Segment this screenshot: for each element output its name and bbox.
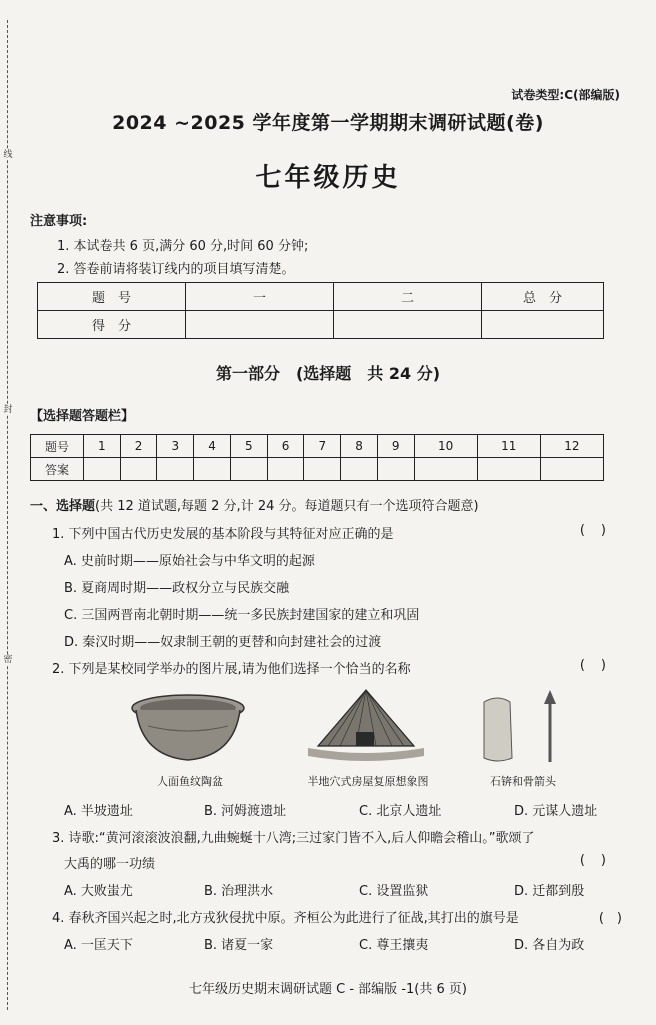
q1-answer-paren: () bbox=[579, 523, 622, 538]
answer-number: 2 bbox=[120, 435, 157, 458]
answer-number: 4 bbox=[194, 435, 231, 458]
q3-option-b: B. 治理洪水 bbox=[204, 884, 274, 899]
q2-answer-paren: () bbox=[579, 658, 622, 673]
notice-item-2: 2. 答卷前请将装订线内的项目填写清楚。 bbox=[57, 262, 295, 277]
q4-option-c: C. 尊王攘夷 bbox=[359, 938, 429, 953]
score-header-part1: 一 bbox=[186, 283, 334, 311]
score-table bbox=[37, 282, 604, 339]
answer-row-label-answer: 答案 bbox=[31, 458, 84, 481]
q3-stem-line2: 大禹的哪一功绩 bbox=[64, 857, 156, 872]
paper-type: 试卷类型:C(部编版) bbox=[511, 88, 620, 102]
q2-option-d: D. 元谋人遗址 bbox=[514, 804, 598, 819]
q1-stem: 1. 下列中国古代历史发展的基本阶段与其特征对应正确的是 bbox=[52, 527, 394, 542]
q4-options bbox=[64, 934, 624, 952]
section-label: 一、选择题 bbox=[30, 499, 96, 514]
answer-number: 12 bbox=[540, 435, 603, 458]
q3-stem-line1: 3. 诗歌:“黄河滚滚波浪翻,九曲蜿蜒十八湾;三过家门皆不入,后人仰瞻会稽山。”歌颂了 bbox=[52, 831, 535, 846]
pottery-basin-image bbox=[128, 690, 248, 770]
caption-pottery-basin: 人面鱼纹陶盆 bbox=[157, 775, 223, 788]
score-row-label: 得 分 bbox=[38, 311, 186, 339]
q2-option-b: B. 河姆渡遗址 bbox=[204, 804, 287, 819]
caption-stone-adze-arrowhead: 石锛和骨箭头 bbox=[490, 775, 556, 788]
answer-cell[interactable] bbox=[230, 458, 267, 481]
answer-number: 1 bbox=[84, 435, 121, 458]
caption-semi-cave-house: 半地穴式房屋复原想象图 bbox=[307, 775, 429, 788]
q1-option-a: A. 史前时期——原始社会与中华文明的起源 bbox=[64, 554, 315, 569]
subject-title: 七年级历史 bbox=[255, 163, 401, 193]
answer-number: 9 bbox=[377, 435, 414, 458]
answer-number: 5 bbox=[230, 435, 267, 458]
q3-options bbox=[64, 880, 624, 898]
answer-cell[interactable] bbox=[120, 458, 157, 481]
answer-cell[interactable] bbox=[304, 458, 341, 481]
answer-number: 6 bbox=[267, 435, 304, 458]
answer-sheet-table bbox=[30, 434, 604, 481]
answer-cell[interactable] bbox=[477, 458, 540, 481]
page-footer: 七年级历史期末调研试题 C - 部编版 -1(共 6 页) bbox=[189, 982, 467, 997]
score-cell-part1[interactable] bbox=[186, 311, 334, 339]
answer-number: 11 bbox=[477, 435, 540, 458]
q4-option-d: D. 各自为政 bbox=[514, 938, 585, 953]
score-header-total: 总 分 bbox=[482, 283, 604, 311]
answer-cell[interactable] bbox=[377, 458, 414, 481]
q2-option-a: A. 半坡遗址 bbox=[64, 804, 133, 819]
q3-option-c: C. 设置监狱 bbox=[359, 884, 429, 899]
answer-row-label-number: 题号 bbox=[31, 435, 84, 458]
semi-cave-house-image bbox=[306, 686, 426, 772]
part-title: 第一部分 (选择题 共 24 分) bbox=[215, 364, 441, 383]
q3-option-d: D. 迁都到殷 bbox=[514, 884, 585, 899]
stone-adze-bone-arrowhead-image bbox=[478, 688, 568, 772]
notice-item-1: 1. 本试卷共 6 页,满分 60 分,时间 60 分钟; bbox=[57, 239, 309, 254]
answer-sheet-heading: 【选择题答题栏】 bbox=[30, 409, 135, 424]
score-cell-part2[interactable] bbox=[334, 311, 482, 339]
q3-answer-paren: () bbox=[579, 853, 622, 868]
q1-option-d: D. 秦汉时期——奴隶制王朝的更替和向封建社会的过渡 bbox=[64, 635, 382, 650]
exam-title: 2024 ~2025 学年度第一学期期末调研试题(卷) bbox=[112, 112, 544, 134]
margin-mark-secret: 密 bbox=[3, 655, 13, 665]
answer-number: 7 bbox=[304, 435, 341, 458]
q2-option-c: C. 北京人遗址 bbox=[359, 804, 442, 819]
q4-option-a: A. 一匡天下 bbox=[64, 938, 133, 953]
answer-cell[interactable] bbox=[414, 458, 477, 481]
answer-cell[interactable] bbox=[540, 458, 603, 481]
answer-cell[interactable] bbox=[157, 458, 194, 481]
answer-number: 10 bbox=[414, 435, 477, 458]
answer-number: 8 bbox=[341, 435, 378, 458]
notice-heading: 注意事项: bbox=[30, 214, 88, 229]
margin-mark-seal: 封 bbox=[3, 405, 13, 415]
answer-cell[interactable] bbox=[84, 458, 121, 481]
q4-option-b: B. 诸夏一家 bbox=[204, 938, 274, 953]
answer-cell[interactable] bbox=[341, 458, 378, 481]
score-header-number: 题 号 bbox=[38, 283, 186, 311]
score-cell-total[interactable] bbox=[482, 311, 604, 339]
margin-mark-line: 线 bbox=[3, 150, 13, 160]
answer-cell[interactable] bbox=[267, 458, 304, 481]
section-instruction: (共 12 道试题,每题 2 分,计 24 分。每道题只有一个选项符合题意) bbox=[95, 499, 479, 514]
q3-option-a: A. 大败蚩尤 bbox=[64, 884, 133, 899]
q1-option-c: C. 三国两晋南北朝时期——统一多民族封建国家的建立和巩固 bbox=[64, 608, 420, 623]
q2-options bbox=[64, 800, 624, 818]
answer-cell[interactable] bbox=[194, 458, 231, 481]
q4-answer-paren: ( ) bbox=[598, 911, 622, 926]
q4-stem: 4. 春秋齐国兴起之时,北方戎狄侵扰中原。齐桓公为此进行了征战,其打出的旗号是 bbox=[52, 911, 519, 926]
answer-number: 3 bbox=[157, 435, 194, 458]
section-heading bbox=[30, 495, 479, 514]
score-header-part2: 二 bbox=[334, 283, 482, 311]
q2-stem: 2. 下列是某校同学举办的图片展,请为他们选择一个恰当的名称 bbox=[52, 662, 411, 677]
q1-option-b: B. 夏商周时期——政权分立与民族交融 bbox=[64, 581, 290, 596]
